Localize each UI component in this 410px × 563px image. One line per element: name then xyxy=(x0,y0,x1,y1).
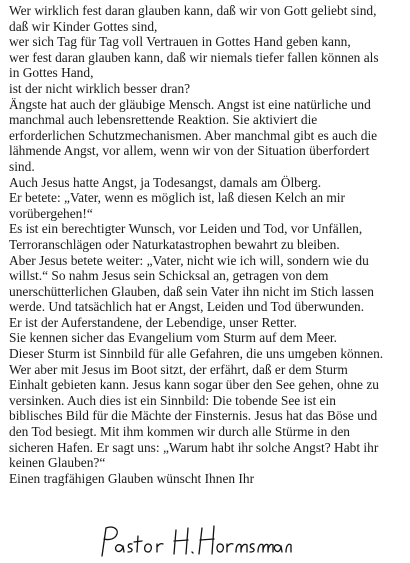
text-line: Einen tragfähigen Glauben wünscht Ihnen Ihr xyxy=(9,470,255,486)
text-line: vorübergehen!“ xyxy=(9,205,93,221)
text-line: Er betete: „Vater, wenn es möglich ist, laß diesen Kelch an mir xyxy=(9,190,345,206)
text-line: in Gottes Hand, xyxy=(9,65,94,81)
text-line: versinken. Auch dies ist ein Sinnbild: Die tobende See ist ein xyxy=(9,392,336,408)
text-line: Wer wirklich fest daran glauben kann, daß wir von Gott geliebt sind, xyxy=(9,3,377,18)
text-line: Einhalt gebieten kann. Jesus kann sogar über den See gehen, ohne zu xyxy=(9,377,379,393)
text-line: Terroranschlägen oder Naturkatastrophen bewahrt zu bleiben. xyxy=(9,236,340,252)
text-line: willst.“ So nahm Jesus sein Schicksal an, getragen von dem xyxy=(9,268,329,284)
text-line: wer sich Tag für Tag voll Vertrauen in Gottes Hand geben kann, xyxy=(9,34,351,50)
text-line: ist der nicht wirklich besser dran? xyxy=(9,80,191,96)
text-line: biblisches Bild für die Mächte der Finsternis. Jesus hat das Böse und xyxy=(9,408,378,424)
text-line: Auch Jesus hatte Angst, ja Todesangst, damals am Ölberg. xyxy=(9,174,322,190)
text-line: Dieser Sturm ist Sinnbild für alle Gefahren, die uns umgeben können. xyxy=(9,346,384,362)
text-line: Wer aber mit Jesus im Boot sitzt, der erfährt, daß er dem Sturm xyxy=(9,361,348,377)
text-line: lähmende Angst, vor allem, wenn wir von der Situation überfordert xyxy=(9,143,370,159)
text-line: sicheren Hafen. Er sagt uns: „Warum habt ihr solche Angst? Habt ihr xyxy=(9,439,379,455)
text-line: erforderlichen Schutzmechanismen. Aber manchmal gibt es auch die xyxy=(9,127,378,143)
text-line: Sie kennen sicher das Evangelium vom Sturm auf dem Meer. xyxy=(9,330,337,346)
signature-scribble xyxy=(96,522,296,562)
text-line: den Tod besiegt. Mit ihm kommen wir durch alle Stürme in den xyxy=(9,424,350,440)
text-line: werde. Und tatsächlich hat er Angst, Leiden und Tod überwunden. xyxy=(9,299,365,315)
text-line: daß wir Kinder Gottes sind, xyxy=(9,18,158,34)
letter-body xyxy=(9,3,407,486)
text-line: Aber Jesus betete weiter: „Vater, nicht wie ich will, sondern wie du xyxy=(9,252,369,268)
text-line: Ängste hat auch der gläubige Mensch. Angst ist eine natürliche und xyxy=(9,96,371,112)
text-line: Er ist der Auferstandene, der Lebendige, unser Retter. xyxy=(9,314,297,330)
text-line: wer fest daran glauben kann, daß wir niemals tiefer fallen können als xyxy=(9,49,379,65)
handwritten-signature xyxy=(96,522,296,562)
text-line: keinen Glauben?“ xyxy=(9,455,106,471)
text-line: sind. xyxy=(9,158,35,174)
text-line: unerschütterlichen Glauben, daß sein Vater ihn nicht im Stich lassen xyxy=(9,283,374,299)
text-line: Es ist ein berechtigter Wunsch, vor Leiden und Tod, vor Unfällen, xyxy=(9,221,363,237)
text-line: manchmal auch lebensrettende Reaktion. Sie aktiviert die xyxy=(9,112,318,128)
